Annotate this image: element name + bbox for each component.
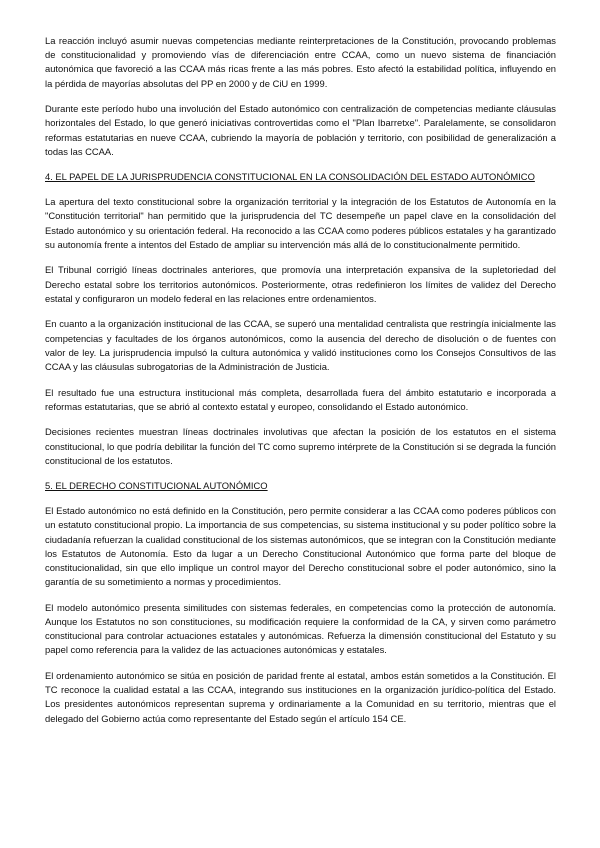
paragraph: Durante este período hubo una involución del Estado autonómico con centralización de competencias mediante cláusulas horizontales del Estado, lo que generó iniciativas controvertidas como el "Plan Ibarretxe". Paralelamente, se consolidaron reformas estatutarias en nueve CCAA, cubriendo la mayoría de población y territorio, con posibilidad de generalización a todas las CCAA. [45, 103, 556, 157]
paragraph: Decisiones recientes muestran líneas doctrinales involutivas que afectan la posición de los estatutos en el sistema constitucional, lo que podría debilitar la función del TC como supremo intérprete de la Constitución si se degrada la función constitucional de los estatutos. [45, 426, 556, 466]
paragraph: El modelo autonómico presenta similitudes con sistemas federales, en competencias como la protección de autonomía. Aunque los Estatutos no son constituciones, su modificación requiere la conformidad de la CA, y sirven como parámetro constitucional para controlar actuaciones estatales y autonómicas. Refuerza la dimensión constitucional del Estatuto y su papel como referencia para la validez de las actuaciones autonómicas y estatales. [45, 601, 556, 656]
paragraph: El Estado autonómico no está definido en la Constitución, pero permite considerar a las CCAA como poderes públicos con un estatuto constitucional propio. La importancia de sus competencias, su sistema institucional y su poder político sobre la ciudadanía refuerzan la cualidad constitucional de los sistemas autonómicos, que se integran con la Constitución mediante los Estatutos de Autonomía. Esto da lugar a un Derecho Constitucional Autonómico que forma parte del bloque de constitucionalidad, sin que ello implique un control mayor del Derecho constitucional sobre el poder autonómico, sino la garantía de su sometimiento a normas y procedimientos. [45, 505, 556, 588]
paragraph: El ordenamiento autonómico se sitúa en posición de paridad frente al estatal, ambos están sometidos a la Constitución. El TC reconoce la cualidad estatal a las CCAA, integrando sus instituciones en la organización jurídico-política del Estado. Los presidentes autonómicos representan suprema y ordinariamente a la Comunidad en su territorio, mientras que el delegado del Gobierno actúa como representante del Estado según el artículo 154 CE. [45, 670, 556, 724]
section-4-heading: 4. EL PAPEL DE LA JURISPRUDENCIA CONSTITUCIONAL EN LA CONSOLIDACIÓN DEL ESTADO AUTONÓMICO [45, 171, 535, 183]
paragraph: La apertura del texto constitucional sobre la organización territorial y la integración de los Estatutos de Autonomía en la "Constitución territorial" han permitido que la jurisprudencia del TC desempeñe un papel clave en la consolidación del Estado autonómico y su orientación federal. Ha reconocido a las CCAA como poderes públicos estatales y ha garantizado su autonomía frente a intentos del Estado de ampliar su intervención más allá de lo constitucionalmente permitido. [45, 196, 556, 250]
paragraph: El resultado fue una estructura institucional más completa, desarrollada fuera del ámbito estatutario e incorporada a reformas estatutarias, que se abrió al contexto estatal y europeo, consolidando el Estado autonómico. [45, 386, 556, 412]
paragraph: El Tribunal corrigió líneas doctrinales anteriores, que promovía una interpretación expansiva de la supletoriedad del Derecho estatal sobre los territorios autonómicos. Posteriormente, otras redefinieron los límites de validez del Derecho estatal y configuraron un modelo federal en las relaciones entre ordenamientos. [45, 264, 556, 304]
paragraph: En cuanto a la organización institucional de las CCAA, se superó una mentalidad centralista que restringía inicialmente las competencias y facultades de los órganos autonómicos, como la ausencia del derecho de disolución o de fuentes con valor de ley. La jurisprudencia impulsó la cultura autonómica y validó instituciones como los Consejos Consultivos de las CCAA y las cláusulas subrogatorias de la Administración de Justicia. [45, 318, 556, 373]
section-5-heading: 5. EL DERECHO CONSTITUCIONAL AUTONÓMICO [45, 480, 268, 492]
document-page [45, 34, 556, 737]
paragraph: La reacción incluyó asumir nuevas competencias mediante reinterpretaciones de la Constitución, provocando problemas de constitucionalidad y promoviendo vías de diferenciación entre CCAA, como un nuevo sistema de financiación autonómica que favoreció a las CCAA más ricas frente a las más pobres. Esto afectó la estabilidad política, influyendo en la pérdida de mayorías absolutas del PP en 2000 y de CiU en 1999. [45, 35, 556, 89]
